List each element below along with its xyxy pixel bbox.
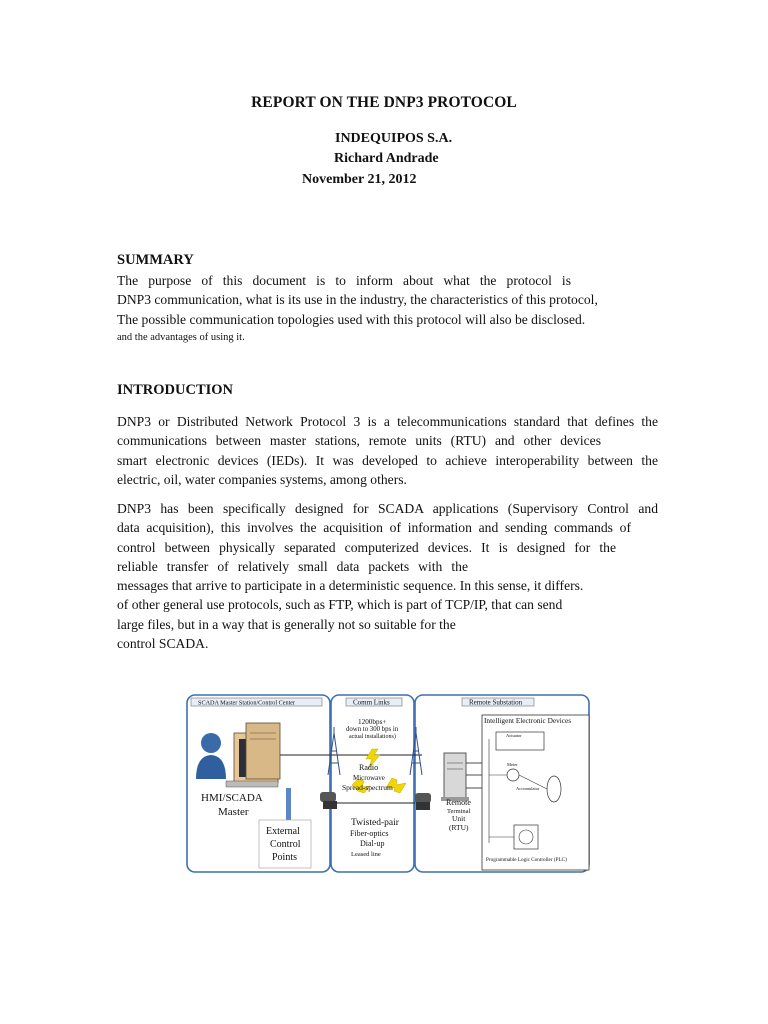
summary-heading: SUMMARY [117, 252, 194, 268]
dnp3-architecture-diagram [186, 693, 590, 874]
hmi-label: HMI/SCADA [201, 792, 263, 804]
paragraph-line: control between physically separated computerized devices. It is designed for the [117, 539, 616, 555]
company-name: INDEQUIPOS S.A. [335, 131, 453, 146]
summary-line: The purpose of this document is to inform about what the protocol is [117, 273, 571, 288]
rtu-label: (RTU) [449, 823, 469, 832]
introduction-paragraph-2 [117, 499, 658, 653]
remote-panel-label: Remote Substation [469, 698, 523, 707]
external-label: Points [272, 852, 298, 863]
ied-label: Intelligent Electronic Devices [484, 716, 572, 725]
wired-label: Twisted-pair [351, 818, 399, 828]
telephone-icon [415, 793, 431, 810]
meter-icon [507, 769, 519, 781]
paragraph-line: reliable transfer of relatively small data packets with the [117, 558, 468, 574]
document-title: REPORT ON THE DNP3 PROTOCOL [251, 94, 517, 111]
rtu-label: Remote [446, 798, 471, 807]
wired-label: Dial-up [360, 839, 385, 848]
document-date: November 21, 2012 [302, 172, 417, 187]
plc-dial-icon [519, 830, 533, 844]
meter-label: Meter [507, 762, 518, 767]
paragraph-line: control SCADA. [117, 636, 209, 652]
summary-line: DNP3 communication, what is its use in the industry, the characteristics of this protocol, [117, 292, 598, 308]
wired-label: Leased line [351, 851, 381, 858]
accumulator-icon [547, 776, 561, 802]
paragraph-line: messages that arrive to participate in a deterministic sequence. In this sense, it differs. [117, 578, 584, 594]
introduction-paragraph-1 [117, 412, 658, 489]
rtu-icon [441, 753, 469, 801]
rtu-label: Terminal [447, 808, 471, 815]
speed-label: down to 300 bps in [346, 726, 399, 733]
radio-label: Microwave [353, 774, 385, 782]
paragraph-line: communications between master stations, remote units (RTU) and other devices [117, 433, 601, 449]
summary-paragraph [117, 271, 658, 346]
speed-label: actual installations) [349, 734, 396, 740]
wired-label: Fiber-optics [350, 829, 389, 838]
hmi-label: Master [218, 806, 249, 818]
speed-label: 1200bps+ [358, 718, 387, 726]
introduction-heading: INTRODUCTION [117, 382, 234, 398]
paragraph-line: of other general use protocols, such as FTP, which is part of TCP/IP, that can send [117, 597, 563, 613]
summary-line: and the advantages of using it. [117, 331, 245, 343]
radio-label: Spread-spectrum [342, 783, 393, 792]
paragraph-line: DNP3 has been specifically designed for SCADA applications (Supervisory Control and [117, 501, 658, 516]
paragraph-line: large files, but in a way that is generally not so suitable for the [117, 616, 456, 632]
paragraph-line: electric, oil, water companies systems, among others. [117, 471, 407, 487]
paragraph-line: DNP3 or Distributed Network Protocol 3 is a telecommunications standard that defines the [117, 414, 658, 429]
external-label: External [266, 826, 300, 837]
actuator-label: Actuator [506, 733, 522, 738]
author-name: Richard Andrade [334, 151, 439, 166]
plc-label: Programmable Logic Controller (PLC) [486, 857, 567, 863]
accumulator-label: Accumulator [516, 786, 540, 791]
paragraph-line: data acquisition), this involves the acquisition of information and sending commands of [117, 520, 631, 536]
summary-line: The possible communication topologies used with this protocol will also be disclosed. [117, 311, 586, 327]
master-panel-label: SCADA Master Station/Control Center [198, 699, 296, 707]
radio-label: Radio [359, 763, 379, 772]
external-label: Control [270, 839, 301, 850]
paragraph-line: smart electronic devices (IEDs). It was developed to achieve interoperability between the [117, 452, 658, 468]
rtu-label: Unit [452, 814, 466, 823]
comm-panel-label: Comm Links [353, 698, 390, 707]
